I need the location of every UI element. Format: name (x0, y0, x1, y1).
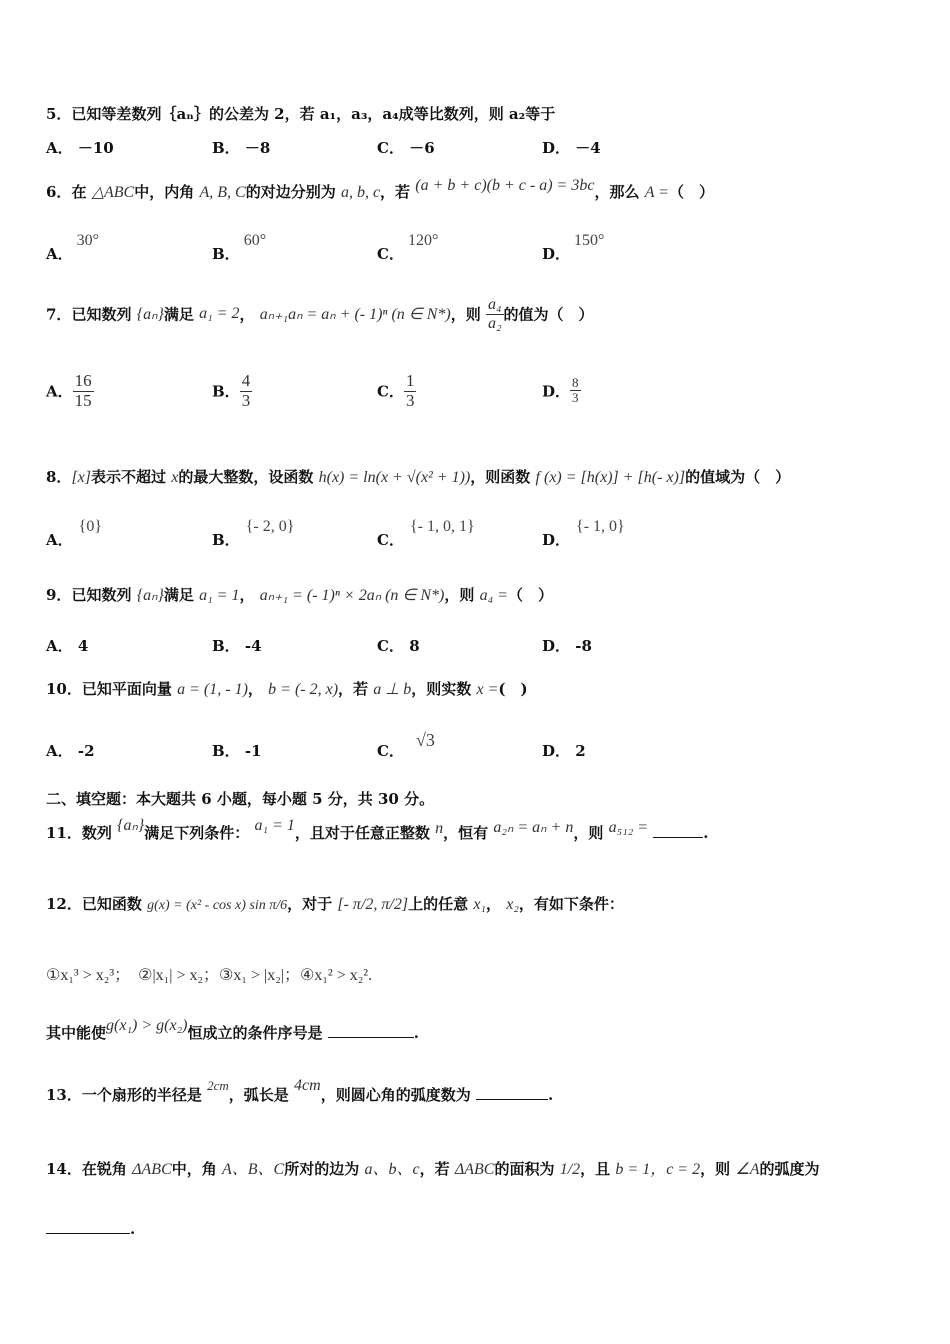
q7-option-d: D． $\frac{8}{3}$ (542, 375, 579, 406)
q6-option-c: C．120° (377, 232, 439, 263)
q10-option-b: B． -1 (212, 742, 262, 760)
interval: [- π/2, π/2] (337, 896, 409, 913)
question-5 (46, 103, 555, 124)
q7-option-a: A． $\frac{16}{15}$ (46, 371, 92, 410)
q8-option-d: D．{- 1, 0} (542, 518, 625, 549)
question-5-text: 5．已知等差数列｛aₙ｝的公差为 2，若 a₁，a₃，a₄成等比数列，则 a₂等于 (46, 105, 556, 123)
q10-option-d: D． 2 (542, 742, 586, 760)
q7-option-c: C． $\frac{1}{3}$ (377, 371, 415, 410)
q8-option-b: B．{- 2, 0} (212, 518, 295, 549)
h-function: h(x) = ln(x + √(x² + 1)) (318, 469, 471, 486)
f-function: f (x) = [h(x)] + [h(- x)] (535, 469, 686, 486)
q10-option-a: A． -2 (46, 742, 95, 760)
q7-fraction: $\frac{\text{a₄}}{\text{a₂}}$ (487, 296, 502, 332)
q14-answer-blank[interactable] (46, 1233, 130, 1234)
q6-condition: (a + b + c)(b + c - a) = 3bc (415, 177, 595, 194)
q6-option-a: A．30° (46, 232, 100, 263)
q5-option-a: A． －10 (46, 139, 114, 157)
q10-option-c: C．√3 (377, 730, 435, 760)
q7-option-b: B． $\frac{4}{3}$ (212, 371, 251, 410)
section-title: 二、填空题：本大题共 6 小题，每小题 5 分，共 30 分。 (46, 790, 435, 808)
question-6: 6．在 △ABC中，内角 A, B, C的对边分别为 a, b, c，若 (a + b + c)(b + c - a) = 3bc，那么 A =（ ） (46, 177, 714, 201)
q12-ask: 其中能使g(x₁) > g(x₂)恒成立的条件序号是 . (46, 1017, 419, 1042)
question-8: 8．[x]表示不超过 x的最大整数，设函数 h(x) = ln(x + √(x² + 1))，则函数 f (x) = [h(x)] + [h(- x)]的值域为（ ） (46, 468, 791, 486)
q5-option-b: B． －8 (212, 139, 271, 157)
question-11: 11．数列 {aₙ}满足下列条件： a₁ = 1，且对于任意正整数 n，恒有 a₂ₙ = aₙ + n，则 a₅₁₂ = . (46, 817, 709, 842)
q13-answer-blank[interactable] (476, 1099, 548, 1100)
question-12: 12．已知函数 g(x) = (x² - cos x) sin π/6，对于 [- π/2, π/2]上的任意 x₁， x₂，有如下条件： (46, 895, 624, 913)
q12-conditions: ①x₁³ > x₂³； ②|x₁| > x₂；③x₁ > |x₂|；④x₁² > x₂². (46, 967, 373, 984)
q9-option-d: D． -8 (542, 637, 592, 655)
q9-option-c: C． 8 (377, 637, 420, 655)
question-9: 9．已知数列 {aₙ}满足 a₁ = 1， aₙ₊₁ = (- 1)ⁿ × 2aₙ (n ∈ N*)，则 a₄ =（ ） (46, 586, 553, 604)
question-14: 14．在锐角 ΔABC中，角 A、B、C所对的边为 a、b、c，若 ΔABC的面积为 1/2，且 b = 1，c = 2，则 ∠A的弧度为 (46, 1160, 820, 1178)
q8-option-c: C．{- 1, 0, 1} (377, 518, 475, 549)
q5-option-d: D． －4 (542, 139, 601, 157)
triangle-abc: △ABC (91, 184, 135, 201)
question-13: 13．一个扇形的半径是 2cm，弧长是 4cm，则圆心角的弧度数为 . (46, 1077, 554, 1104)
q9-option-a: A． 4 (46, 637, 89, 655)
question-7: 7．已知数列 {aₙ}满足 a₁ = 2， aₙ₊₁aₙ = aₙ + (- 1)ⁿ (n ∈ N*)，则 $\frac{\text{a₄}}{\text{a₂}}$ 的值为（ ） (46, 296, 594, 332)
question-10: 10．已知平面向量 a = (1, - 1)， b = (- 2, x)，若 a ⊥ b，则实数 x =( ) (46, 680, 528, 698)
q5-option-c: C． －6 (377, 139, 435, 157)
q9-option-b: B． -4 (212, 637, 262, 655)
q14-answer-line: . (46, 1220, 135, 1238)
q8-option-a: A．{0} (46, 518, 102, 549)
q6-option-b: B．60° (212, 232, 267, 263)
q12-answer-blank[interactable] (328, 1037, 414, 1038)
q11-answer-blank[interactable] (653, 837, 703, 838)
q6-option-d: D．150° (542, 232, 605, 263)
